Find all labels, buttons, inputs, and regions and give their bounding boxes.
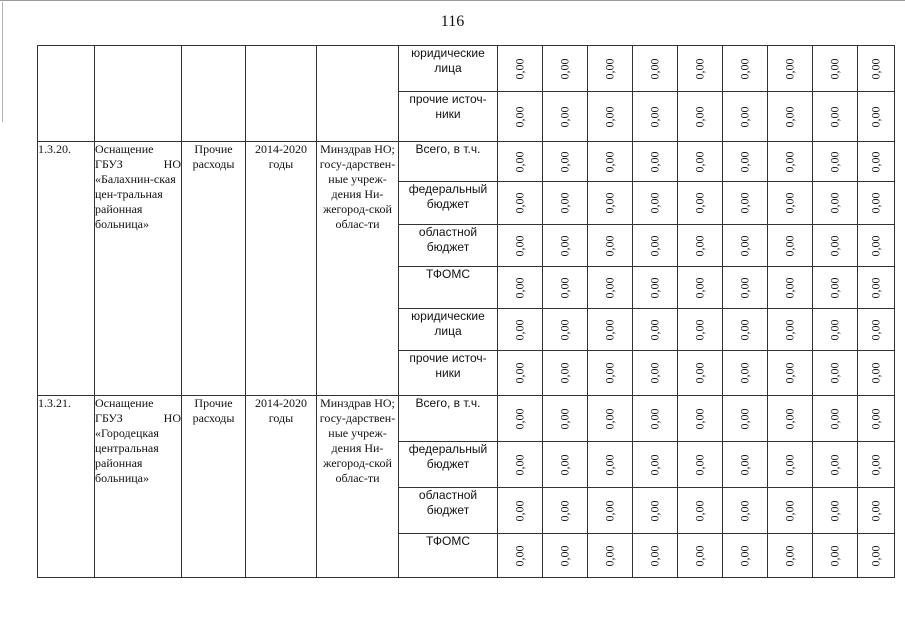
value-cell: 0,00	[813, 488, 858, 534]
value-cell: 0,00	[678, 225, 723, 267]
scan-edge-line	[0, 0, 905, 1]
value-cell: 0,00	[813, 182, 858, 225]
value-cell: 0,00	[543, 225, 588, 267]
value-cell: 0,00	[723, 267, 768, 309]
value-cell: 0,00	[633, 534, 678, 578]
value-cell: 0,00	[723, 46, 768, 92]
budget-table	[37, 45, 895, 578]
value-cell: 0,00	[633, 351, 678, 396]
value-cell: 0,00	[723, 396, 768, 442]
value-cell: 0,00	[813, 396, 858, 442]
value-cell: 0,00	[858, 92, 895, 142]
value-cell: 0,00	[858, 488, 895, 534]
executor: Минздрав НО; госу-дарствен-ные учреж-дения Ни-жегород-ской облас-ти	[317, 142, 399, 396]
value-cell: 0,00	[588, 46, 633, 92]
value-cell: 0,00	[678, 488, 723, 534]
value-cell: 0,00	[813, 267, 858, 309]
funding-source: юридические лица	[399, 46, 498, 92]
value-cell: 0,00	[768, 309, 813, 351]
value-cell: 0,00	[678, 351, 723, 396]
value-cell: 0,00	[723, 534, 768, 578]
value-cell: 0,00	[678, 309, 723, 351]
value-cell: 0,00	[633, 488, 678, 534]
value-cell: 0,00	[768, 442, 813, 488]
value-cell: 0,00	[858, 46, 895, 92]
period: 2014-2020 годы	[246, 142, 317, 396]
value-cell: 0,00	[678, 442, 723, 488]
item-name: Оснащение ГБУЗ НО «Городецкая центральная районная больница»	[95, 396, 182, 578]
value-cell: 0,00	[498, 92, 543, 142]
funding-source: областной бюджет	[399, 225, 498, 267]
value-cell: 0,00	[768, 182, 813, 225]
value-cell: 0,00	[543, 267, 588, 309]
value-cell: 0,00	[543, 534, 588, 578]
period: 2014-2020 годы	[246, 396, 317, 578]
page-number: 116	[440, 13, 465, 30]
value-cell: 0,00	[813, 351, 858, 396]
cell-number-empty	[38, 46, 95, 142]
value-cell: 0,00	[813, 46, 858, 92]
value-cell: 0,00	[768, 225, 813, 267]
value-cell: 0,00	[858, 267, 895, 309]
funding-source: федеральный бюджет	[399, 182, 498, 225]
value-cell: 0,00	[768, 46, 813, 92]
value-cell: 0,00	[768, 142, 813, 182]
value-cell: 0,00	[858, 442, 895, 488]
value-cell: 0,00	[588, 142, 633, 182]
value-cell: 0,00	[858, 309, 895, 351]
value-cell: 0,00	[588, 225, 633, 267]
value-cell: 0,00	[588, 442, 633, 488]
value-cell: 0,00	[678, 396, 723, 442]
value-cell: 0,00	[723, 225, 768, 267]
cell-executor-empty	[317, 46, 399, 142]
value-cell: 0,00	[498, 396, 543, 442]
value-cell: 0,00	[768, 351, 813, 396]
table-row	[38, 46, 895, 92]
value-cell: 0,00	[768, 267, 813, 309]
value-cell: 0,00	[678, 142, 723, 182]
value-cell: 0,00	[858, 351, 895, 396]
value-cell: 0,00	[633, 142, 678, 182]
value-cell: 0,00	[813, 534, 858, 578]
value-cell: 0,00	[678, 92, 723, 142]
value-cell: 0,00	[633, 396, 678, 442]
value-cell: 0,00	[858, 534, 895, 578]
value-cell: 0,00	[678, 534, 723, 578]
funding-source: Всего, в т.ч.	[399, 396, 498, 442]
funding-source: ТФОМС	[399, 267, 498, 309]
value-cell: 0,00	[498, 309, 543, 351]
cell-name-empty	[95, 46, 182, 142]
item-number: 1.3.20.	[38, 142, 95, 396]
value-cell: 0,00	[588, 92, 633, 142]
value-cell: 0,00	[543, 396, 588, 442]
funding-source: прочие источ-ники	[399, 92, 498, 142]
value-cell: 0,00	[633, 182, 678, 225]
value-cell: 0,00	[498, 225, 543, 267]
funding-source: ТФОМС	[399, 534, 498, 578]
table-row	[38, 142, 895, 182]
table-row	[38, 396, 895, 442]
value-cell: 0,00	[633, 309, 678, 351]
value-cell: 0,00	[768, 396, 813, 442]
value-cell: 0,00	[768, 488, 813, 534]
value-cell: 0,00	[858, 396, 895, 442]
value-cell: 0,00	[588, 267, 633, 309]
value-cell: 0,00	[498, 142, 543, 182]
value-cell: 0,00	[588, 396, 633, 442]
value-cell: 0,00	[543, 351, 588, 396]
value-cell: 0,00	[588, 534, 633, 578]
value-cell: 0,00	[813, 142, 858, 182]
funding-source: прочие источ-ники	[399, 351, 498, 396]
value-cell: 0,00	[678, 182, 723, 225]
value-cell: 0,00	[723, 442, 768, 488]
value-cell: 0,00	[498, 46, 543, 92]
value-cell: 0,00	[858, 142, 895, 182]
value-cell: 0,00	[678, 46, 723, 92]
expense-type: Прочие расходы	[182, 142, 246, 396]
value-cell: 0,00	[588, 488, 633, 534]
value-cell: 0,00	[588, 182, 633, 225]
value-cell: 0,00	[633, 92, 678, 142]
value-cell: 0,00	[768, 534, 813, 578]
value-cell: 0,00	[723, 309, 768, 351]
value-cell: 0,00	[768, 92, 813, 142]
funding-source: федеральный бюджет	[399, 442, 498, 488]
value-cell: 0,00	[633, 225, 678, 267]
value-cell: 0,00	[588, 351, 633, 396]
value-cell: 0,00	[723, 182, 768, 225]
value-cell: 0,00	[678, 267, 723, 309]
cell-period-empty	[246, 46, 317, 142]
value-cell: 0,00	[588, 309, 633, 351]
value-cell: 0,00	[813, 225, 858, 267]
value-cell: 0,00	[498, 351, 543, 396]
value-cell: 0,00	[543, 182, 588, 225]
value-cell: 0,00	[813, 442, 858, 488]
funding-source: областной бюджет	[399, 488, 498, 534]
value-cell: 0,00	[813, 309, 858, 351]
expense-type: Прочие расходы	[182, 396, 246, 578]
value-cell: 0,00	[858, 225, 895, 267]
value-cell: 0,00	[498, 182, 543, 225]
value-cell: 0,00	[633, 46, 678, 92]
value-cell: 0,00	[543, 442, 588, 488]
value-cell: 0,00	[723, 488, 768, 534]
value-cell: 0,00	[543, 309, 588, 351]
value-cell: 0,00	[633, 442, 678, 488]
item-name: Оснащение ГБУЗ НО «Балахнин-ская цен-тральная районная больница»	[95, 142, 182, 396]
value-cell: 0,00	[498, 534, 543, 578]
value-cell: 0,00	[633, 267, 678, 309]
funding-source: Всего, в т.ч.	[399, 142, 498, 182]
value-cell: 0,00	[723, 142, 768, 182]
cell-expense-empty	[182, 46, 246, 142]
value-cell: 0,00	[498, 267, 543, 309]
value-cell: 0,00	[543, 92, 588, 142]
executor: Минздрав НО; госу-дарствен-ные учреж-дения Ни-жегород-ской облас-ти	[317, 396, 399, 578]
funding-source: юридические лица	[399, 309, 498, 351]
value-cell: 0,00	[543, 488, 588, 534]
value-cell: 0,00	[723, 351, 768, 396]
item-number: 1.3.21.	[38, 396, 95, 578]
value-cell: 0,00	[498, 488, 543, 534]
value-cell: 0,00	[543, 142, 588, 182]
value-cell: 0,00	[543, 46, 588, 92]
value-cell: 0,00	[723, 92, 768, 142]
value-cell: 0,00	[813, 92, 858, 142]
value-cell: 0,00	[858, 182, 895, 225]
value-cell: 0,00	[498, 442, 543, 488]
